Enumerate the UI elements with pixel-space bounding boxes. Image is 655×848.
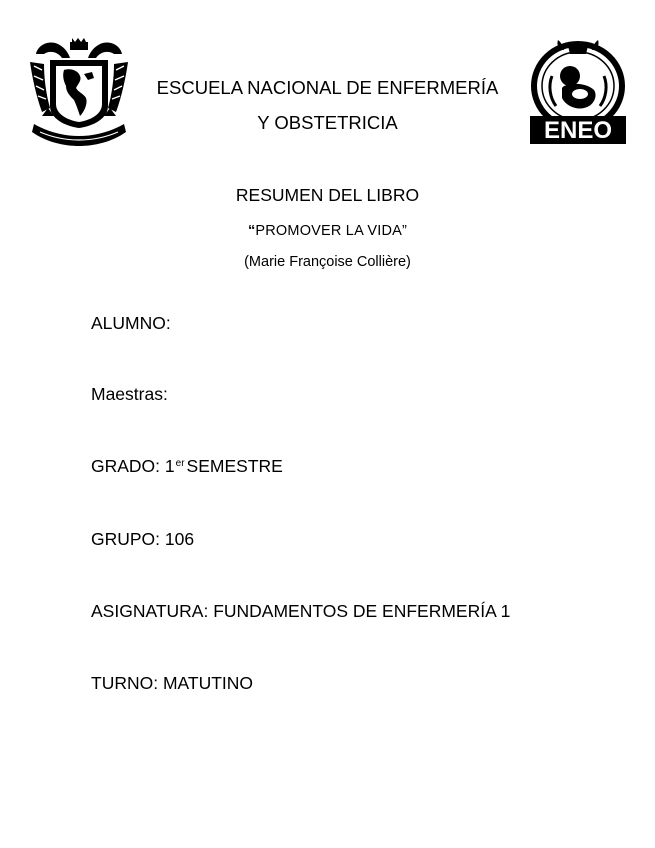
summary-title: RESUMEN DEL LIBRO (235, 185, 420, 205)
eneo-logo-text: ENEO (543, 117, 613, 144)
field-grupo: GRUPO: 106 (91, 529, 195, 549)
book-title-text: PROMOVER LA VIDA (255, 223, 403, 239)
book-author: (Marie Françoise Collière) (244, 254, 411, 270)
school-name-line-2: Y OBSTETRICIA (257, 112, 398, 133)
book-title (0, 223, 655, 239)
field-turno: TURNO: MATUTINO (91, 673, 254, 693)
book-title-close-quote: ” (402, 223, 408, 239)
book-title-open-quote: “ (247, 223, 256, 239)
field-alumno: ALUMNO: (91, 313, 171, 333)
grado-label: GRADO: 1 (91, 456, 175, 476)
grado-value: SEMESTRE (186, 456, 283, 476)
field-asignatura: ASIGNATURA: FUNDAMENTOS DE ENFERMERÍA 1 (91, 601, 511, 621)
grado-superscript: er (175, 458, 185, 469)
field-grado (91, 456, 283, 477)
school-name-line-1: ESCUELA NACIONAL DE ENFERMERÍA (156, 77, 499, 98)
field-maestras: Maestras: (91, 384, 168, 404)
eneo-logo (528, 36, 628, 146)
